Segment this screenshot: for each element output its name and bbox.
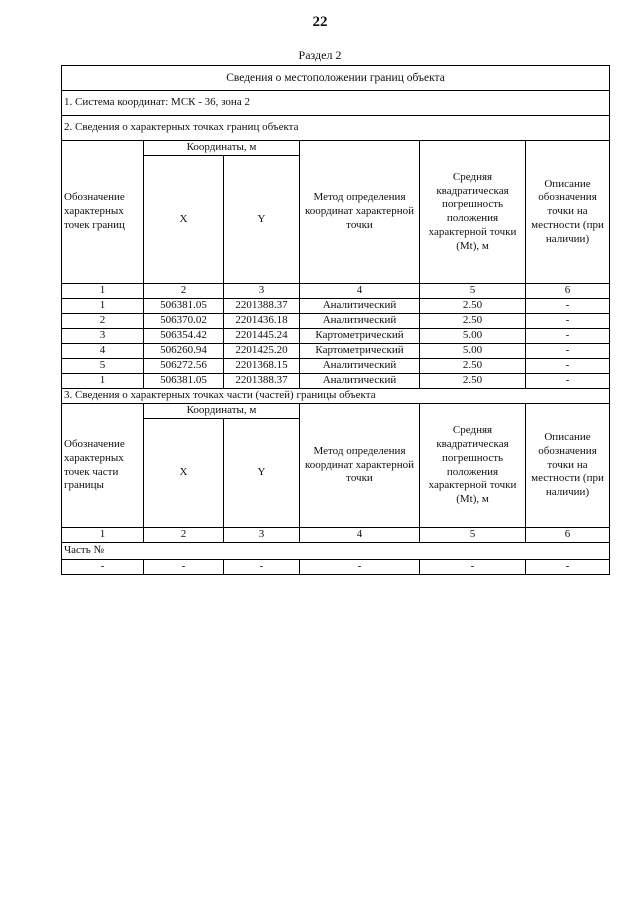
header-error: Средняя квадратическая погрешность положения характерной точки (Mt), м (420, 141, 526, 284)
col-number: 3 (224, 528, 300, 543)
y-cell: 2201445.24 (224, 329, 300, 344)
column-numbers-row (62, 528, 610, 543)
dash-cell: - (420, 560, 526, 575)
header-coordinates: Координаты, м (144, 141, 300, 156)
method-cell: Аналитический (300, 314, 420, 329)
table-row (62, 299, 610, 314)
table-row (62, 314, 610, 329)
header-error: Средняя квадратическая погрешность положения характерной точки (Mt), м (420, 404, 526, 528)
dash-cell: - (300, 560, 420, 575)
x-cell: 506354.42 (144, 329, 224, 344)
method-cell: Аналитический (300, 299, 420, 314)
method-cell: Аналитический (300, 374, 420, 389)
x-cell: 506260.94 (144, 344, 224, 359)
table-row (62, 359, 610, 374)
header-x: X (144, 156, 224, 284)
part-number-row: Часть № (62, 543, 610, 560)
dash-cell: - (526, 560, 610, 575)
header-method: Метод определения координат характерной точки (300, 404, 420, 528)
header-y: Y (224, 156, 300, 284)
page-number: 22 (312, 14, 328, 30)
dash-cell: - (144, 560, 224, 575)
description-cell: - (526, 314, 610, 329)
point-cell: 1 (62, 299, 144, 314)
col-number: 1 (62, 528, 144, 543)
description-cell: - (526, 374, 610, 389)
description-cell: - (526, 329, 610, 344)
section-3-heading: 3. Сведения о характерных точках части (частей) границы объекта (62, 389, 610, 404)
point-cell: 5 (62, 359, 144, 374)
column-numbers-row (62, 284, 610, 299)
description-cell: - (526, 359, 610, 374)
dash-cell: - (224, 560, 300, 575)
method-cell: Аналитический (300, 359, 420, 374)
y-cell: 2201388.37 (224, 374, 300, 389)
col-number: 4 (300, 528, 420, 543)
section-2-heading: 2. Сведения о характерных точках границ объекта (62, 116, 610, 141)
description-cell: - (526, 344, 610, 359)
empty-part-row (62, 560, 610, 575)
col-number: 5 (420, 528, 526, 543)
point-cell: 3 (62, 329, 144, 344)
y-cell: 2201436.18 (224, 314, 300, 329)
header-method: Метод определения координат характерной точки (300, 141, 420, 284)
col-number: 2 (144, 528, 224, 543)
point-cell: 4 (62, 344, 144, 359)
col-number: 2 (144, 284, 224, 299)
table-row (62, 374, 610, 389)
error-cell: 2.50 (420, 374, 526, 389)
col-number: 3 (224, 284, 300, 299)
error-cell: 2.50 (420, 359, 526, 374)
description-cell: - (526, 299, 610, 314)
error-cell: 5.00 (420, 344, 526, 359)
y-cell: 2201388.37 (224, 299, 300, 314)
x-cell: 506381.05 (144, 374, 224, 389)
header-coordinates: Координаты, м (144, 404, 300, 419)
col-number: 6 (526, 528, 610, 543)
method-cell: Картометрический (300, 329, 420, 344)
error-cell: 2.50 (420, 299, 526, 314)
col-number: 4 (300, 284, 420, 299)
x-cell: 506272.56 (144, 359, 224, 374)
point-cell: 2 (62, 314, 144, 329)
header-description: Описание обозначения точки на местности (при наличии) (526, 404, 610, 528)
table-title: Сведения о местоположении границ объекта (62, 66, 610, 91)
y-cell: 2201368.15 (224, 359, 300, 374)
header-y: Y (224, 419, 300, 528)
col-number: 6 (526, 284, 610, 299)
point-cell: 1 (62, 374, 144, 389)
header-designation-part: Обозначение характерных точек части границы (62, 404, 144, 528)
header-description: Описание обозначения точки на местности (при наличии) (526, 141, 610, 284)
table-row (62, 329, 610, 344)
header-designation: Обозначение характерных точек границ (62, 141, 144, 284)
boundaries-table (61, 65, 610, 575)
x-cell: 506381.05 (144, 299, 224, 314)
coordinate-system-row: 1. Система координат: МСК - 36, зона 2 (62, 91, 610, 116)
section-label: Раздел 2 (298, 48, 342, 62)
dash-cell: - (62, 560, 144, 575)
error-cell: 5.00 (420, 329, 526, 344)
x-cell: 506370.02 (144, 314, 224, 329)
error-cell: 2.50 (420, 314, 526, 329)
col-number: 5 (420, 284, 526, 299)
table-row (62, 344, 610, 359)
y-cell: 2201425.20 (224, 344, 300, 359)
method-cell: Картометрический (300, 344, 420, 359)
col-number: 1 (62, 284, 144, 299)
header-x: X (144, 419, 224, 528)
